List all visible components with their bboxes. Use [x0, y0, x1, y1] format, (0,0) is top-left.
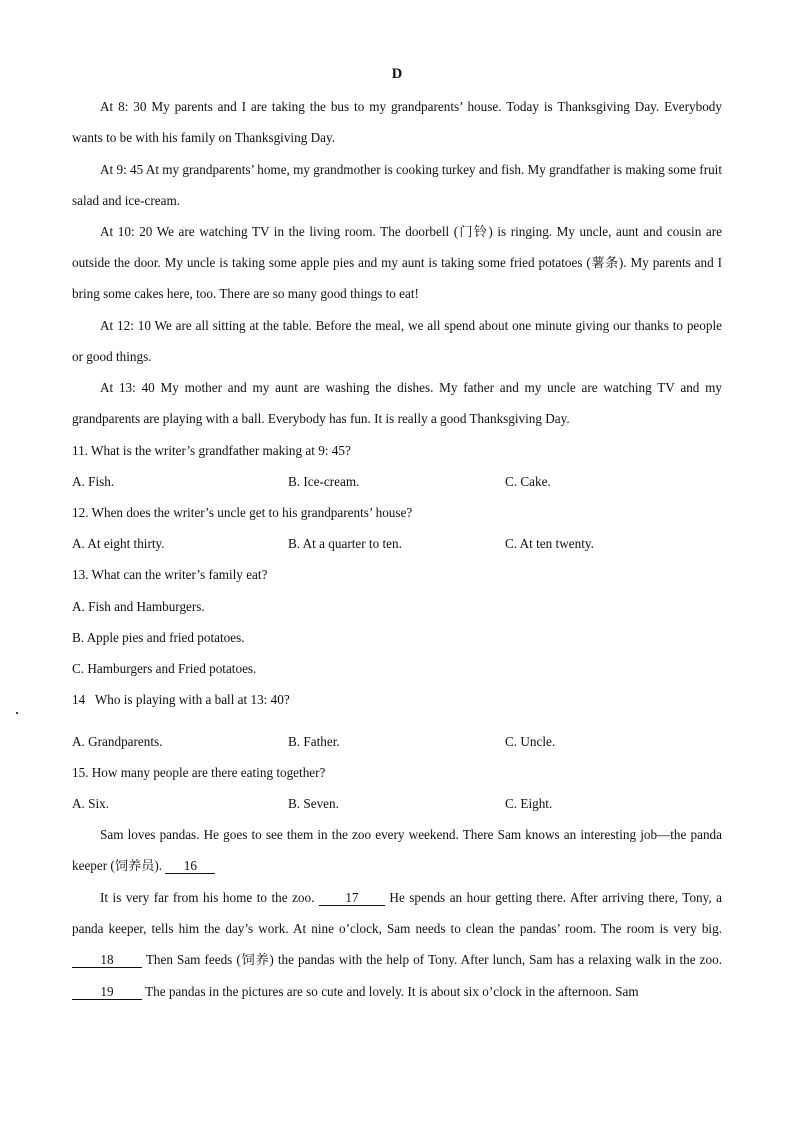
question-11-option-a[interactable]: A. Fish. — [72, 474, 115, 489]
blank-17[interactable]: 17 — [319, 891, 385, 906]
sam-paragraph-2-part-a: It is very far from his home to the zoo. — [100, 890, 315, 905]
passage-paragraph-3: At 10: 20 We are watching TV in the living room. The doorbell (门铃) is ringing. My uncle, aunt and cousin are outside the door. My uncle is taking some apple pies and my aunt is taking some fried potatoes (薯条). My parents and I bring some cakes here, too. There are so many good things to eat! — [72, 224, 722, 302]
passage-paragraph-2: At 9: 45 At my grandparents’ home, my grandmother is cooking turkey and fish. My grandfather is making some fruit salad and ice-cream. — [72, 162, 723, 209]
question-12-option-a[interactable]: A. At eight thirty. — [72, 536, 165, 551]
question-13-option-a[interactable]: A. Fish and Hamburgers. — [72, 599, 205, 614]
question-11-stem: 11. What is the writer’s grandfather making at 9: 45? — [72, 443, 351, 458]
question-14-option-b[interactable]: B. Father. — [288, 734, 340, 749]
question-12-option-c[interactable]: C. At ten twenty. — [505, 536, 594, 551]
sam-paragraph-2 — [72, 882, 722, 1007]
sam-paragraph-2-part-d: The pandas in the pictures are so cute and lovely. It is about six o’clock in the afternoon. Sam — [145, 983, 639, 999]
question-13-option-c[interactable]: C. Hamburgers and Fried potatoes. — [72, 661, 257, 676]
question-12-stem: 12. When does the writer’s uncle get to his grandparents’ house? — [72, 505, 413, 520]
question-15-option-b[interactable]: B. Seven. — [288, 796, 339, 811]
stray-dot — [16, 712, 18, 714]
question-14-option-c[interactable]: C. Uncle. — [505, 734, 556, 749]
sam-paragraph-1 — [72, 819, 722, 881]
question-15-option-c[interactable]: C. Eight. — [505, 796, 553, 811]
question-14-option-a[interactable]: A. Grandparents. — [72, 734, 163, 749]
question-15-option-a[interactable]: A. Six. — [72, 796, 110, 811]
question-14-stem: 14 Who is playing with a ball at 13: 40? — [72, 692, 290, 707]
question-15-stem: 15. How many people are there eating together? — [72, 765, 326, 780]
question-13-stem: 13. What can the writer’s family eat? — [72, 567, 268, 582]
sam-paragraph-1-text: Sam loves pandas. He goes to see them in the zoo every weekend. There Sam knows an interesting job—the panda keeper (饲养员). — [72, 827, 722, 874]
blank-18[interactable]: 18 — [72, 953, 142, 968]
question-13-option-b[interactable]: B. Apple pies and fried potatoes. — [72, 630, 245, 645]
passage-paragraph-5: At 13: 40 My mother and my aunt are washing the dishes. My father and my uncle are watching TV and my grandparents are playing with a ball. Everybody has fun. It is really a good Thanksgiving Day. — [72, 380, 722, 427]
blank-16[interactable]: 16 — [165, 859, 215, 874]
question-12-option-b[interactable]: B. At a quarter to ten. — [288, 536, 402, 551]
question-11-option-b[interactable]: B. Ice-cream. — [288, 474, 360, 489]
sam-paragraph-2-part-c: Then Sam feeds (饲养) the pandas with the help of Tony. After lunch, Sam has a relaxing walk in the zoo. — [145, 952, 723, 968]
blank-19[interactable]: 19 — [72, 985, 142, 1000]
sam-paragraph-2-part-b: He spends an hour getting there. After arriving there, Tony, a panda keeper, tells him the day’s work. At nine o’clock, Sam needs to clean the pandas’ room. The room is very big. — [72, 890, 723, 937]
passage-paragraph-4: At 12: 10 We are all sitting at the table. Before the meal, we all spend about one minute giving our thanks to people or good things. — [72, 318, 722, 365]
section-title: D — [391, 66, 403, 82]
question-11-option-c[interactable]: C. Cake. — [505, 474, 551, 489]
passage-paragraph-1: At 8: 30 My parents and I are taking the bus to my grandparents’ house. Today is Thanksgiving Day. Everybody wants to be with his family on Thanksgiving Day. — [72, 99, 722, 146]
